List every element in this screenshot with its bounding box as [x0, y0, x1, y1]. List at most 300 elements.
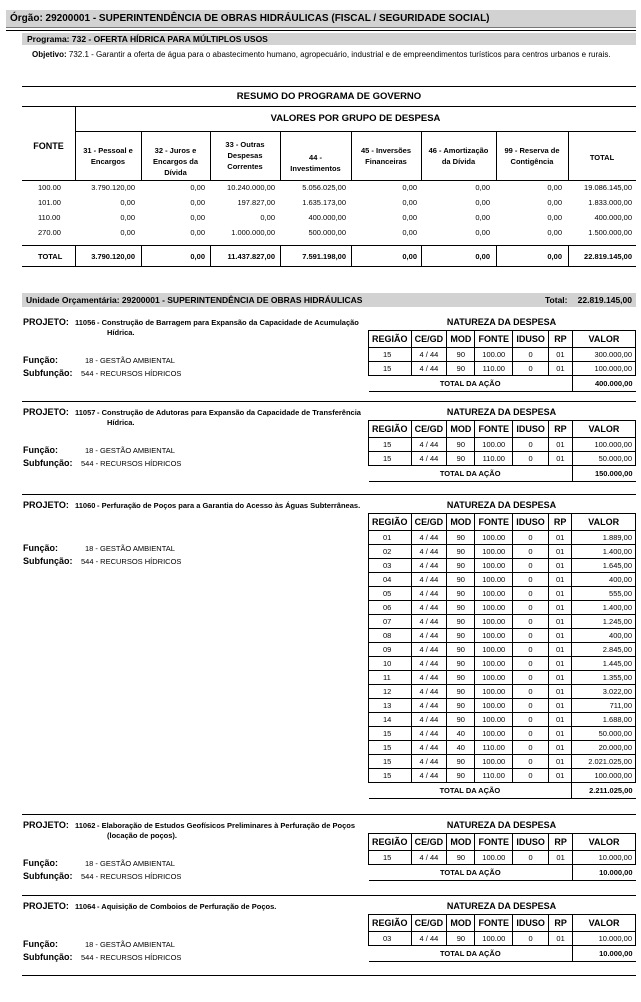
- natureza-cell: 4 / 44: [411, 932, 447, 946]
- subfuncao-label: Subfunção:: [23, 952, 73, 962]
- resumo-total-value: 3.790.120,00: [91, 252, 135, 261]
- natureza-cell: 100.000,00: [572, 438, 635, 452]
- natureza-cell: 01: [548, 615, 571, 629]
- resumo-value: 400.000,00: [594, 213, 632, 222]
- table-row: [369, 671, 636, 685]
- natureza-cell: 01: [548, 643, 571, 657]
- projeto-desc: - Perfuração de Poços para a Garantia do Acesso às Águas Subterrâneas.: [97, 501, 361, 510]
- natureza-cell: 4 / 44: [411, 362, 447, 376]
- resumo-fonte: 100.00: [38, 183, 61, 192]
- subfuncao-label: Subfunção:: [23, 556, 73, 566]
- natureza-cell: 10.000,00: [573, 932, 636, 946]
- natureza-cell: 0: [513, 587, 549, 601]
- table-row: [369, 657, 636, 671]
- projeto-code: 11056: [75, 318, 96, 327]
- funcao-value: 18 - GESTÃO AMBIENTAL: [85, 544, 175, 553]
- resumo-value: 5.056.025,00: [302, 183, 346, 192]
- natureza-cell: 04: [369, 573, 412, 587]
- natureza-cell: 01: [549, 452, 573, 466]
- total-acao-value: 2.211.025,00: [572, 783, 636, 799]
- total-acao-value: 10.000,00: [573, 946, 636, 962]
- subfuncao-value: 544 - RECURSOS HÍDRICOS: [81, 369, 182, 378]
- natureza-cell: 90: [447, 362, 475, 376]
- natureza-cell: 90: [447, 452, 475, 466]
- resumo-fonte: 101.00: [38, 198, 61, 207]
- natureza-col-header: IDUSO: [513, 421, 549, 438]
- natureza-cell: 90: [447, 755, 475, 769]
- natureza-col-header: RP: [549, 421, 573, 438]
- natureza-cell: 90: [447, 671, 475, 685]
- natureza-cell: 4 / 44: [411, 699, 447, 713]
- natureza-cell: 0: [513, 559, 549, 573]
- natureza-col-header: CE/GD: [411, 915, 447, 932]
- natureza-cell: 100.00: [475, 713, 513, 727]
- resumo-col-header: 99 - Reserva de Contigência: [504, 146, 560, 166]
- resumo-col-header: 31 - Pessoal e Encargos: [83, 146, 133, 166]
- resumo-col-header: 45 - Inversões Financeiras: [360, 146, 412, 166]
- natureza-cell: 4 / 44: [411, 769, 447, 783]
- total-acao-label: TOTAL DA AÇÃO: [369, 783, 572, 799]
- natureza-cell: 90: [447, 438, 475, 452]
- natureza-cell: 1.400,00: [572, 601, 636, 615]
- natureza-cell: 90: [447, 629, 475, 643]
- total-acao-value: 400.000,00: [572, 376, 635, 392]
- natureza-cell: 14: [369, 713, 412, 727]
- natureza-cell: 4 / 44: [411, 615, 447, 629]
- table-row: [369, 362, 636, 376]
- natureza-cell: 4 / 44: [411, 559, 447, 573]
- natureza-cell: 90: [447, 559, 475, 573]
- resumo-fonte: 110.00: [38, 213, 61, 222]
- total-acao-value: 10.000,00: [573, 865, 636, 881]
- natureza-cell: 90: [447, 348, 475, 362]
- natureza-cell: 0: [513, 452, 549, 466]
- orgao-title: Órgão: 29200001 - SUPERINTENDÊNCIA DE OBRAS HIDRÁULICAS (FISCAL / SEGURIDADE SOCIAL): [10, 13, 490, 24]
- table-row: [369, 615, 636, 629]
- natureza-cell: 110.00: [475, 769, 513, 783]
- natureza-title: NATUREZA DA DESPESA: [446, 317, 557, 327]
- natureza-col-header: MOD: [447, 421, 475, 438]
- natureza-cell: 711,00: [572, 699, 636, 713]
- natureza-col-header: MOD: [447, 514, 475, 531]
- natureza-cell: 0: [513, 851, 549, 865]
- subfuncao-value: 544 - RECURSOS HÍDRICOS: [81, 459, 182, 468]
- natureza-col-header: REGIÃO: [369, 331, 412, 348]
- natureza-table: [368, 420, 636, 482]
- natureza-cell: 90: [447, 545, 475, 559]
- projeto-label: PROJETO:: [23, 901, 69, 911]
- natureza-cell: 0: [513, 932, 549, 946]
- projeto-label: PROJETO:: [23, 820, 69, 830]
- natureza-cell: 2.845,00: [572, 643, 636, 657]
- objetivo-text: 732.1 - Garantir a oferta de água para o abastecimento humano, agropecuário, industrial e de empreendimentos turísticos para centros urbanos e rurais.: [68, 50, 611, 59]
- projeto-desc-2: Hídrica.: [107, 328, 135, 337]
- natureza-cell: 100.00: [475, 438, 513, 452]
- natureza-cell: 1.400,00: [572, 545, 636, 559]
- natureza-col-header: VALOR: [572, 514, 636, 531]
- natureza-cell: 0: [513, 713, 549, 727]
- natureza-cell: 0: [513, 573, 549, 587]
- natureza-col-header: VALOR: [573, 834, 636, 851]
- natureza-cell: 100.00: [475, 671, 513, 685]
- resumo-value: 1.635.173,00: [302, 198, 346, 207]
- resumo-col-header: 32 - Juros e Encargos da Dívida: [152, 146, 198, 177]
- natureza-cell: 01: [549, 438, 573, 452]
- natureza-cell: 400,00: [572, 573, 636, 587]
- natureza-cell: 4 / 44: [411, 685, 447, 699]
- funcao-value: 18 - GESTÃO AMBIENTAL: [85, 940, 175, 949]
- resumo-col-header: 44 - Investimentos: [290, 153, 341, 173]
- natureza-col-header: IDUSO: [513, 834, 549, 851]
- natureza-col-header: RP: [549, 331, 573, 348]
- natureza-cell: 90: [447, 769, 475, 783]
- natureza-col-header: RP: [549, 915, 573, 932]
- natureza-col-header: VALOR: [572, 421, 635, 438]
- resumo-value: 0,00: [190, 183, 205, 192]
- natureza-cell: 110.00: [475, 741, 513, 755]
- natureza-cell: 4 / 44: [411, 727, 447, 741]
- natureza-cell: 01: [548, 713, 571, 727]
- natureza-cell: 13: [369, 699, 412, 713]
- natureza-cell: 100.000,00: [572, 362, 635, 376]
- programa-title: Programa: 732 - OFERTA HÍDRICA PARA MÚLTIPLOS USOS: [27, 34, 268, 44]
- resumo-value: 1.833.000,00: [588, 198, 632, 207]
- natureza-cell: 15: [369, 438, 412, 452]
- resumo-value: 0,00: [402, 228, 417, 237]
- funcao-value: 18 - GESTÃO AMBIENTAL: [85, 446, 175, 455]
- resumo-value: 0,00: [402, 198, 417, 207]
- natureza-cell: 0: [513, 685, 549, 699]
- projeto-label: PROJETO:: [23, 407, 69, 417]
- natureza-cell: 01: [548, 671, 571, 685]
- natureza-cell: 4 / 44: [411, 438, 447, 452]
- unidade-title: Unidade Orçamentária: 29200001 - SUPERINTENDÊNCIA DE OBRAS HIDRÁULICAS: [26, 295, 363, 305]
- natureza-cell: 0: [513, 601, 549, 615]
- funcao-value: 18 - GESTÃO AMBIENTAL: [85, 356, 175, 365]
- funcao-label: Função:: [23, 445, 58, 455]
- natureza-cell: 100.00: [475, 573, 513, 587]
- table-row: [369, 713, 636, 727]
- natureza-cell: 09: [369, 643, 412, 657]
- natureza-cell: 100.00: [475, 727, 513, 741]
- natureza-cell: 0: [513, 531, 549, 545]
- subfuncao-value: 544 - RECURSOS HÍDRICOS: [81, 557, 182, 566]
- natureza-cell: 01: [548, 601, 571, 615]
- natureza-cell: 4 / 44: [411, 348, 447, 362]
- subfuncao-label: Subfunção:: [23, 871, 73, 881]
- natureza-cell: 100.00: [475, 932, 513, 946]
- natureza-col-header: CE/GD: [411, 514, 447, 531]
- total-acao-label: TOTAL DA AÇÃO: [369, 376, 573, 392]
- natureza-cell: 1.688,00: [572, 713, 636, 727]
- natureza-cell: 3.022,00: [572, 685, 636, 699]
- natureza-col-header: VALOR: [573, 915, 636, 932]
- natureza-cell: 0: [513, 769, 549, 783]
- natureza-cell: 02: [369, 545, 412, 559]
- natureza-cell: 01: [548, 559, 571, 573]
- natureza-cell: 0: [513, 671, 549, 685]
- natureza-cell: 1.645,00: [572, 559, 636, 573]
- table-row: [369, 545, 636, 559]
- natureza-cell: 100.00: [475, 545, 513, 559]
- natureza-cell: 4 / 44: [411, 601, 447, 615]
- natureza-cell: 15: [369, 769, 412, 783]
- natureza-title: NATUREZA DA DESPESA: [446, 500, 557, 510]
- natureza-cell: 01: [548, 755, 571, 769]
- natureza-cell: 15: [369, 755, 412, 769]
- resumo-value: 0,00: [402, 213, 417, 222]
- natureza-cell: 15: [369, 362, 412, 376]
- objetivo-label: Objetivo:: [32, 50, 67, 59]
- natureza-cell: 50.000,00: [572, 452, 635, 466]
- natureza-col-header: REGIÃO: [369, 514, 412, 531]
- natureza-title: NATUREZA DA DESPESA: [446, 901, 557, 911]
- natureza-cell: 07: [369, 615, 412, 629]
- natureza-cell: 0: [513, 615, 549, 629]
- natureza-col-header: FONTE: [475, 834, 513, 851]
- natureza-cell: 100.00: [475, 615, 513, 629]
- natureza-col-header: FONTE: [475, 331, 513, 348]
- funcao-label: Função:: [23, 939, 58, 949]
- natureza-cell: 01: [548, 769, 571, 783]
- projeto-label: PROJETO:: [23, 317, 69, 327]
- natureza-cell: 4 / 44: [411, 531, 447, 545]
- resumo-total-value: 0,00: [190, 252, 205, 261]
- natureza-col-header: MOD: [447, 834, 475, 851]
- natureza-cell: 4 / 44: [411, 452, 447, 466]
- natureza-cell: 90: [447, 685, 475, 699]
- table-row: [369, 851, 636, 865]
- natureza-col-header: RP: [548, 514, 571, 531]
- resumo-total-value: 7.591.198,00: [302, 252, 346, 261]
- natureza-col-header: VALOR: [572, 331, 635, 348]
- natureza-table: [368, 513, 636, 799]
- natureza-col-header: IDUSO: [513, 331, 549, 348]
- natureza-col-header: REGIÃO: [369, 834, 412, 851]
- natureza-col-header: FONTE: [475, 514, 513, 531]
- natureza-cell: 10: [369, 657, 412, 671]
- natureza-title: NATUREZA DA DESPESA: [446, 407, 557, 417]
- resumo-subtitle: VALORES POR GRUPO DE DESPESA: [270, 113, 441, 124]
- resumo-col-header: TOTAL: [589, 153, 615, 162]
- funcao-label: Função:: [23, 858, 58, 868]
- table-row: [369, 643, 636, 657]
- natureza-cell: 12: [369, 685, 412, 699]
- natureza-cell: 4 / 44: [411, 643, 447, 657]
- natureza-cell: 01: [548, 545, 571, 559]
- natureza-col-header: REGIÃO: [369, 421, 412, 438]
- natureza-cell: 01: [548, 727, 571, 741]
- natureza-cell: 50.000,00: [572, 727, 636, 741]
- unidade-total-label: Total:: [545, 295, 568, 305]
- natureza-cell: 15: [369, 851, 412, 865]
- natureza-cell: 0: [513, 348, 549, 362]
- natureza-cell: 4 / 44: [411, 587, 447, 601]
- natureza-cell: 01: [549, 362, 573, 376]
- projeto-desc: - Aquisição de Comboios de Perfuração de Poços.: [97, 902, 277, 911]
- natureza-cell: 15: [369, 727, 412, 741]
- natureza-cell: 100.00: [475, 587, 513, 601]
- table-row: [369, 727, 636, 741]
- natureza-cell: 0: [513, 643, 549, 657]
- resumo-value: 10.240.000,00: [227, 183, 275, 192]
- total-acao-value: 150.000,00: [572, 466, 635, 482]
- natureza-cell: 4 / 44: [411, 741, 447, 755]
- resumo-value: 3.790.120,00: [91, 183, 135, 192]
- natureza-cell: 4 / 44: [411, 671, 447, 685]
- natureza-cell: 90: [447, 643, 475, 657]
- resumo-fonte: 270.00: [38, 228, 61, 237]
- resumo-value: 0,00: [190, 228, 205, 237]
- resumo-value: 0,00: [120, 213, 135, 222]
- natureza-table: [368, 914, 636, 962]
- total-acao-label: TOTAL DA AÇÃO: [369, 466, 573, 482]
- funcao-label: Função:: [23, 355, 58, 365]
- resumo-value: 0,00: [402, 183, 417, 192]
- natureza-cell: 03: [369, 559, 412, 573]
- natureza-cell: 0: [513, 657, 549, 671]
- resumo-value: 0,00: [547, 213, 562, 222]
- natureza-cell: 20.000,00: [572, 741, 636, 755]
- natureza-cell: 100.000,00: [572, 769, 636, 783]
- natureza-cell: 01: [548, 587, 571, 601]
- objetivo: [32, 50, 611, 59]
- natureza-cell: 100.00: [475, 348, 513, 362]
- natureza-col-header: RP: [549, 834, 573, 851]
- natureza-cell: 06: [369, 601, 412, 615]
- resumo-title: RESUMO DO PROGRAMA DE GOVERNO: [236, 91, 422, 102]
- natureza-cell: 4 / 44: [411, 755, 447, 769]
- resumo-total-value: 0,00: [475, 252, 490, 261]
- total-acao-label: TOTAL DA AÇÃO: [369, 946, 573, 962]
- total-acao-label: TOTAL DA AÇÃO: [369, 865, 573, 881]
- natureza-col-header: MOD: [447, 915, 475, 932]
- natureza-cell: 100.00: [475, 657, 513, 671]
- natureza-cell: 15: [369, 452, 412, 466]
- natureza-cell: 100.00: [475, 601, 513, 615]
- projeto-code: 11062: [75, 821, 96, 830]
- projeto-code: 11057: [75, 408, 96, 417]
- resumo-value: 0,00: [190, 213, 205, 222]
- natureza-col-header: CE/GD: [411, 421, 447, 438]
- subfuncao-label: Subfunção:: [23, 368, 73, 378]
- natureza-col-header: IDUSO: [513, 514, 549, 531]
- resumo-value: 0,00: [547, 228, 562, 237]
- natureza-cell: 4 / 44: [411, 713, 447, 727]
- resumo-total-value: 22.819.145,00: [584, 252, 632, 261]
- natureza-col-header: REGIÃO: [369, 915, 412, 932]
- projeto-desc: - Elaboração de Estudos Geofísicos Preliminares à Perfuração de Poços: [97, 821, 356, 830]
- table-row: [369, 685, 636, 699]
- natureza-cell: 01: [548, 657, 571, 671]
- natureza-cell: 100.00: [475, 643, 513, 657]
- natureza-cell: 08: [369, 629, 412, 643]
- natureza-cell: 90: [447, 932, 475, 946]
- natureza-cell: 01: [369, 531, 412, 545]
- natureza-cell: 10.000,00: [573, 851, 636, 865]
- natureza-cell: 90: [447, 657, 475, 671]
- projeto-code: 11064: [75, 902, 96, 911]
- table-row: [369, 629, 636, 643]
- table-row: [369, 601, 636, 615]
- table-row: [369, 587, 636, 601]
- natureza-col-header: MOD: [447, 331, 475, 348]
- funcao-value: 18 - GESTÃO AMBIENTAL: [85, 859, 175, 868]
- resumo-total-value: 11.437.827,00: [227, 252, 275, 261]
- table-row: [369, 755, 636, 769]
- table-row: [369, 348, 636, 362]
- unidade-total-value: 22.819.145,00: [577, 295, 632, 305]
- natureza-cell: 1.889,00: [572, 531, 636, 545]
- natureza-cell: 555,00: [572, 587, 636, 601]
- natureza-cell: 0: [513, 545, 549, 559]
- projeto-code: 11060: [75, 501, 96, 510]
- natureza-col-header: FONTE: [475, 915, 513, 932]
- projeto-desc-2: (locação de poços).: [107, 831, 178, 840]
- natureza-cell: 90: [447, 601, 475, 615]
- natureza-cell: 90: [447, 573, 475, 587]
- table-row: [369, 741, 636, 755]
- natureza-cell: 4 / 44: [411, 629, 447, 643]
- fonte-header: FONTE: [33, 141, 64, 151]
- natureza-cell: 2.021.025,00: [572, 755, 636, 769]
- natureza-cell: 90: [447, 699, 475, 713]
- natureza-cell: 400,00: [572, 629, 636, 643]
- projeto-desc: - Construção de Barragem para Expansão da Capacidade de Acumulação: [97, 318, 359, 327]
- table-row: [369, 699, 636, 713]
- natureza-cell: 01: [548, 629, 571, 643]
- natureza-cell: 90: [447, 851, 475, 865]
- natureza-cell: 1.445,00: [572, 657, 636, 671]
- resumo-value: 1.500.000,00: [588, 228, 632, 237]
- table-row: [369, 438, 636, 452]
- natureza-cell: 90: [447, 587, 475, 601]
- resumo-value: 0,00: [475, 183, 490, 192]
- natureza-cell: 90: [447, 615, 475, 629]
- natureza-table: [368, 833, 636, 881]
- natureza-title: NATUREZA DA DESPESA: [446, 820, 557, 830]
- resumo-total-value: 0,00: [547, 252, 562, 261]
- natureza-cell: 0: [513, 755, 549, 769]
- natureza-cell: 03: [369, 932, 412, 946]
- natureza-cell: 4 / 44: [411, 657, 447, 671]
- resumo-value: 0,00: [547, 183, 562, 192]
- resumo-total-value: 0,00: [402, 252, 417, 261]
- table-row: [369, 452, 636, 466]
- natureza-cell: 90: [447, 713, 475, 727]
- natureza-cell: 0: [513, 741, 549, 755]
- natureza-cell: 110.00: [475, 362, 513, 376]
- funcao-label: Função:: [23, 543, 58, 553]
- natureza-cell: 40: [447, 741, 475, 755]
- natureza-cell: 40: [447, 727, 475, 741]
- natureza-cell: 100.00: [475, 559, 513, 573]
- natureza-cell: 0: [513, 727, 549, 741]
- natureza-cell: 100.00: [475, 531, 513, 545]
- subfuncao-value: 544 - RECURSOS HÍDRICOS: [81, 872, 182, 881]
- natureza-table: [368, 330, 636, 392]
- natureza-cell: 15: [369, 348, 412, 362]
- natureza-cell: 01: [548, 741, 571, 755]
- resumo-value: 0,00: [260, 213, 275, 222]
- natureza-cell: 100.00: [475, 851, 513, 865]
- natureza-cell: 01: [548, 573, 571, 587]
- projeto-desc-2: Hídrica.: [107, 418, 135, 427]
- natureza-col-header: CE/GD: [411, 331, 447, 348]
- table-row: [369, 932, 636, 946]
- natureza-cell: 01: [548, 699, 571, 713]
- natureza-cell: 100.00: [475, 629, 513, 643]
